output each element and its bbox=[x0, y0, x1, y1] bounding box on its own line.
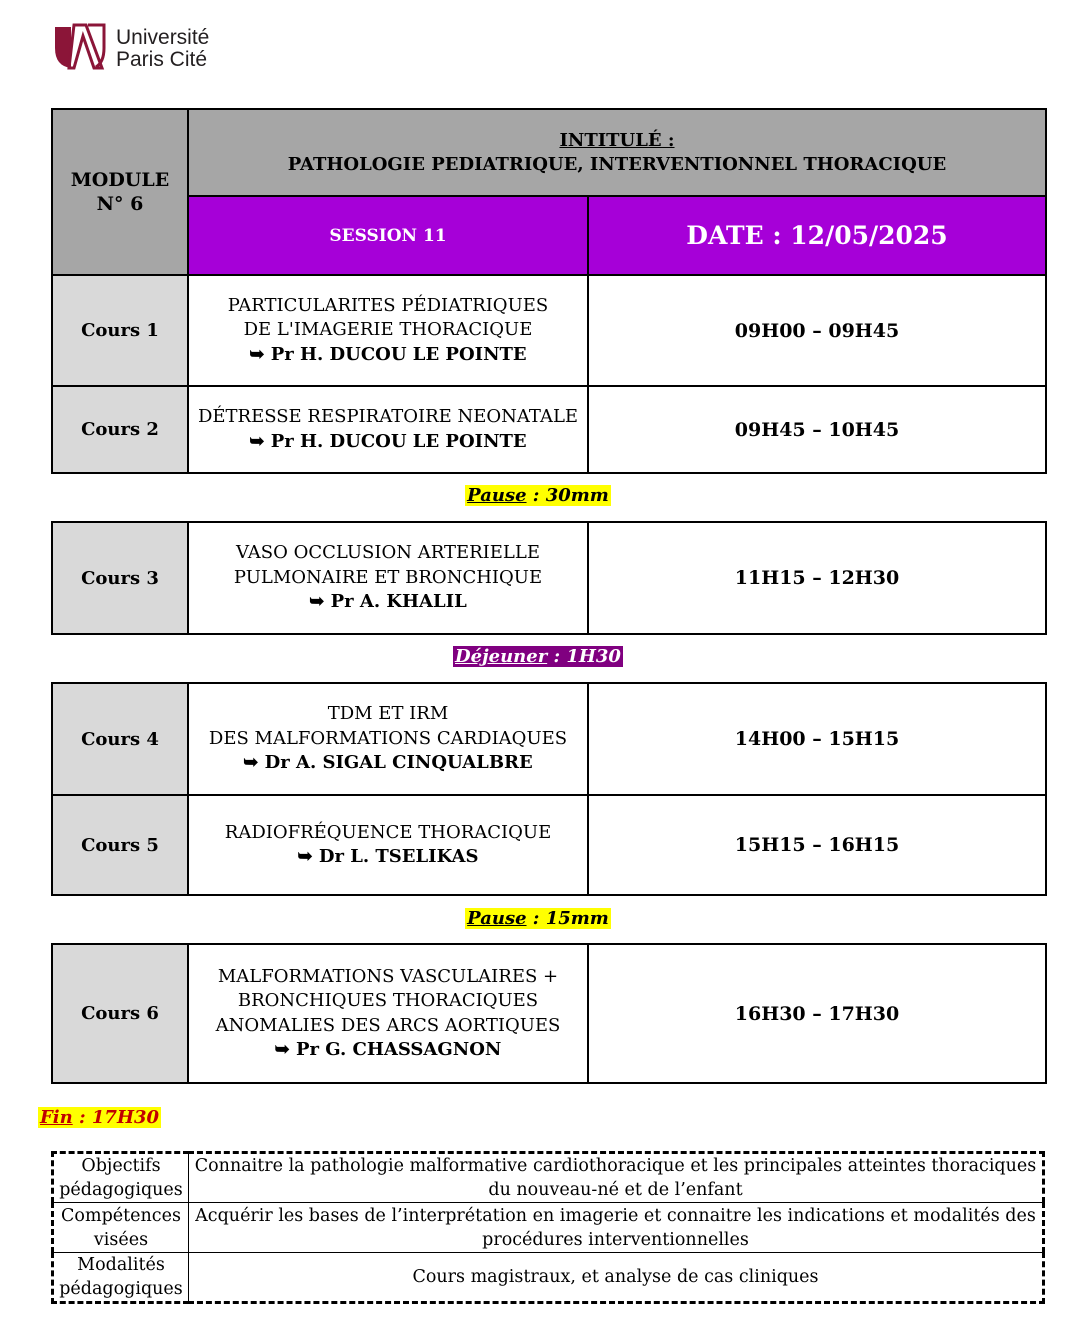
course-speaker: ➥ Dr A. SIGAL CINQUALBRE bbox=[243, 752, 533, 774]
end-time bbox=[38, 1107, 161, 1128]
objectives-row bbox=[53, 1203, 1044, 1253]
title-cell bbox=[188, 109, 1046, 196]
break-value: : 30mm bbox=[526, 485, 609, 506]
course-speaker: ➥ Pr A. KHALIL bbox=[309, 591, 467, 613]
course-description bbox=[188, 795, 588, 895]
course-title-line: TDM ET IRM bbox=[327, 703, 449, 725]
course-label: Cours 5 bbox=[52, 795, 188, 895]
course-row bbox=[52, 386, 1046, 473]
date-cell: DATE : 12/05/2025 bbox=[588, 196, 1046, 275]
end-key: Fin bbox=[40, 1107, 73, 1128]
course-label: Cours 6 bbox=[52, 944, 188, 1083]
course-description bbox=[188, 275, 588, 386]
course-speaker: ➥ Pr H. DUCOU LE POINTE bbox=[249, 430, 527, 452]
objectives-label bbox=[53, 1253, 189, 1303]
course-label: Cours 2 bbox=[52, 386, 188, 473]
course-row bbox=[52, 795, 1046, 895]
break-value: : 1H30 bbox=[547, 646, 621, 667]
course-title-line: PULMONAIRE ET BRONCHIQUE bbox=[233, 566, 543, 588]
course-title-line: DES MALFORMATIONS CARDIAQUES bbox=[208, 727, 568, 749]
objectives-table bbox=[51, 1151, 1045, 1304]
module-label: MODULE bbox=[70, 169, 170, 191]
objectives-text: Connaitre la pathologie malformative cardiothoracique et les principales atteintes thoraciques du nouveau-né et de l’enfant bbox=[189, 1153, 1044, 1203]
course-row bbox=[52, 944, 1046, 1083]
course-title-line: PARTICULARITES PÉDIATRIQUES bbox=[227, 294, 549, 316]
label-line: visées bbox=[93, 1229, 149, 1250]
break-key: Déjeuner bbox=[455, 646, 548, 667]
course-description bbox=[188, 944, 588, 1083]
course-row bbox=[52, 522, 1046, 634]
course-title-line: VASO OCCLUSION ARTERIELLE bbox=[236, 542, 540, 564]
label-line: Objectifs bbox=[81, 1156, 161, 1176]
module-number: N° 6 bbox=[96, 193, 144, 215]
schedule-table-morning bbox=[51, 108, 1047, 474]
course-label: Cours 4 bbox=[52, 683, 188, 795]
course-time: 15H15 – 16H15 bbox=[588, 795, 1046, 895]
label-line: Modalités bbox=[77, 1255, 165, 1275]
course-time: 09H00 – 09H45 bbox=[588, 275, 1046, 386]
course-title-line: DÉTRESSE RESPIRATOIRE NEONATALE bbox=[197, 406, 579, 427]
course-title-line: RADIOFRÉQUENCE THORACIQUE bbox=[224, 821, 552, 843]
title-text: PATHOLOGIE PEDIATRIQUE, INTERVENTIONNEL THORACIQUE bbox=[287, 153, 947, 175]
schedule-table-late-morning bbox=[51, 521, 1047, 635]
break-lunch bbox=[0, 646, 1076, 667]
course-time: 16H30 – 17H30 bbox=[588, 944, 1046, 1083]
objectives-label bbox=[53, 1203, 189, 1253]
course-label: Cours 1 bbox=[52, 275, 188, 386]
title-label: INTITULÉ : bbox=[559, 129, 675, 151]
course-description bbox=[188, 386, 588, 473]
logo-line-1: Université bbox=[116, 26, 210, 49]
label-line: pédagogiques bbox=[59, 1180, 183, 1200]
session-cell: SESSION 11 bbox=[188, 196, 588, 275]
course-description bbox=[188, 683, 588, 795]
course-row bbox=[52, 683, 1046, 795]
course-row bbox=[52, 275, 1046, 386]
course-speaker: ➥ Dr L. TSELIKAS bbox=[297, 846, 479, 867]
course-title-line: DE L'IMAGERIE THORACIQUE bbox=[243, 319, 533, 341]
course-time: 11H15 – 12H30 bbox=[588, 522, 1046, 634]
break-pause-2 bbox=[0, 908, 1076, 929]
university-emblem-icon bbox=[52, 22, 108, 72]
course-speaker: ➥ Pr G. CHASSAGNON bbox=[274, 1039, 502, 1060]
course-label: Cours 3 bbox=[52, 522, 188, 634]
schedule-table-afternoon bbox=[51, 682, 1047, 896]
label-line: pédagogiques bbox=[59, 1279, 183, 1299]
course-speaker: ➥ Pr H. DUCOU LE POINTE bbox=[249, 343, 527, 365]
module-cell bbox=[52, 109, 188, 275]
end-value: : 17H30 bbox=[72, 1107, 160, 1128]
break-pause-1 bbox=[0, 485, 1076, 506]
objectives-row bbox=[53, 1253, 1044, 1303]
logo-line-2: Paris Cité bbox=[116, 48, 208, 71]
break-value: : 15mm bbox=[526, 908, 609, 929]
course-title-line: MALFORMATIONS VASCULAIRES + bbox=[217, 965, 559, 987]
objectives-label bbox=[53, 1153, 189, 1203]
course-title-line: ANOMALIES DES ARCS AORTIQUES bbox=[215, 1014, 561, 1036]
course-time: 09H45 – 10H45 bbox=[588, 386, 1046, 473]
label-line: Compétences bbox=[61, 1205, 181, 1226]
break-key: Pause bbox=[467, 485, 527, 506]
university-logo bbox=[52, 22, 232, 72]
course-title-line: BRONCHIQUES THORACIQUES bbox=[237, 990, 539, 1011]
schedule-table-late-afternoon bbox=[51, 943, 1047, 1084]
course-time: 14H00 – 15H15 bbox=[588, 683, 1046, 795]
break-key: Pause bbox=[467, 908, 527, 929]
objectives-row bbox=[53, 1153, 1044, 1203]
objectives-text: Cours magistraux, et analyse de cas cliniques bbox=[412, 1267, 819, 1287]
course-description bbox=[188, 522, 588, 634]
objectives-text: Acquérir les bases de l’interprétation en imagerie et connaitre les indications et modalités des procédures interventionnelles bbox=[189, 1203, 1044, 1253]
